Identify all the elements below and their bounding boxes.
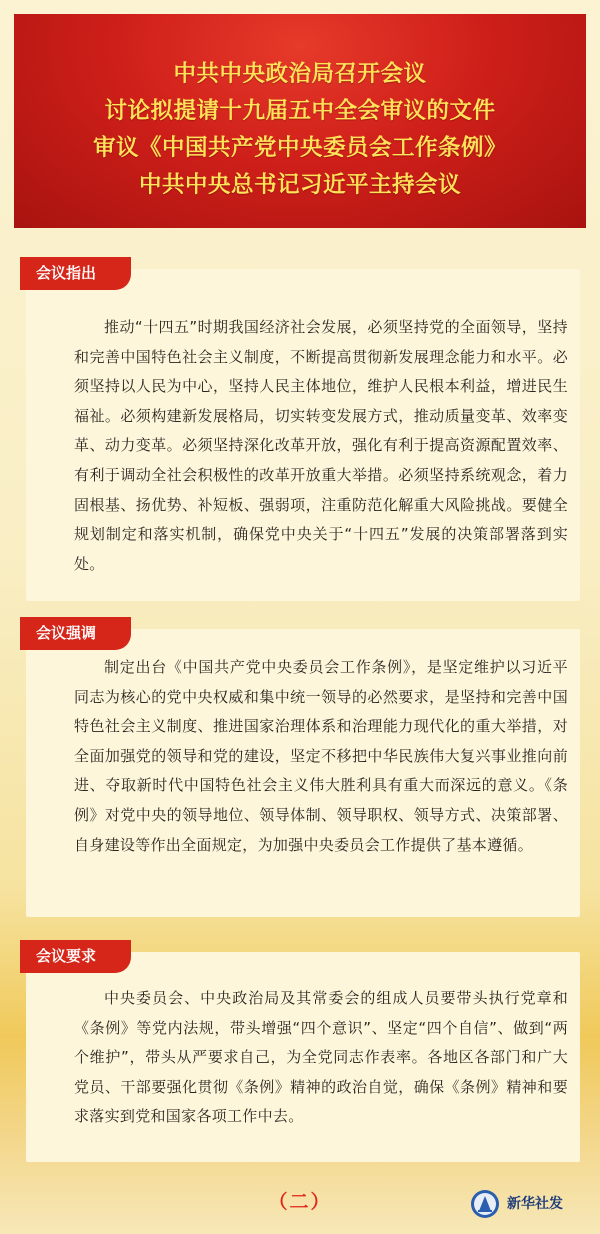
title-line-3: 审议《中国共产党中央委员会工作条例》 bbox=[92, 135, 507, 161]
logo-text: 新华社发 bbox=[507, 1196, 563, 1212]
section-box bbox=[26, 952, 580, 1162]
title-line-1: 中共中央政治局召开会议 bbox=[173, 61, 427, 87]
section-meeting-required bbox=[20, 940, 580, 1162]
section-meeting-emphasized bbox=[20, 617, 580, 917]
section-body-text: 中央委员会、中央政治局及其常委会的组成人员要带头执行党章和《条例》等党内法规，带头增强“四个意识”、坚定“四个自信”、做到“两个维护”，带头从严要求自己，为全党同志作表率。各地区各部门和广大党员、干部要强化贯彻《条例》精神的政治自觉，确保《条例》精神和要求落实到党和国家各项工作中去。 bbox=[74, 989, 568, 1126]
title-banner bbox=[14, 14, 586, 228]
section-body-text: 推动“十四五”时期我国经济社会发展，必须坚持党的全面领导，坚持和完善中国特色社会主义制度，不断提高贯彻新发展理念能力和水平。必须坚持以人民为中心，坚持人民主体地位，维护人民根本利益，增进民生福祉。必须构建新发展格局，切实转变发展方式，推动质量变革、效率变革、动力变革。必须坚持深化改革开放，强化有利于提高资源配置效率、有利于调动全社会积极性的改革开放重大举措。必须坚持系统观念，着力固根基、扬优势、补短板、强弱项，注重防范化解重大风险挑战。要健全规划制定和落实机制，确保党中央关于“十四五”发展的决策部署落到实处。 bbox=[74, 318, 568, 573]
section-tag: 会议强调 bbox=[20, 617, 131, 650]
xinhua-logo-icon bbox=[470, 1189, 500, 1219]
section-box bbox=[26, 629, 580, 917]
title-line-4: 中共中央总书记习近平主持会议 bbox=[138, 172, 461, 198]
section-tag: 会议指出 bbox=[20, 257, 131, 290]
section-box bbox=[26, 269, 580, 601]
section-body-text: 制定出台《中国共产党中央委员会工作条例》，是坚定维护以习近平同志为核心的党中央权威和集中统一领导的必然要求，是坚持和完善中国特色社会主义制度、推进国家治理体系和治理能力现代化的重大举措，对全面加强党的领导和党的建设，坚定不移把中华民族伟大复兴事业推向前进、夺取新时代中国特色社会主义伟大胜利具有重大而深远的意义。《条例》对党中央的领导地位、领导体制、领导职权、领导方式、决策部署、自身建设等作出全面规定，为加强中央委员会工作提供了基本遵循。 bbox=[74, 658, 568, 854]
section-meeting-pointed-out bbox=[20, 257, 580, 601]
title-line-2: 讨论拟提请十九届五中全会审议的文件 bbox=[104, 98, 496, 124]
section-tag: 会议要求 bbox=[20, 940, 131, 973]
page-number: （二） bbox=[268, 1191, 332, 1213]
